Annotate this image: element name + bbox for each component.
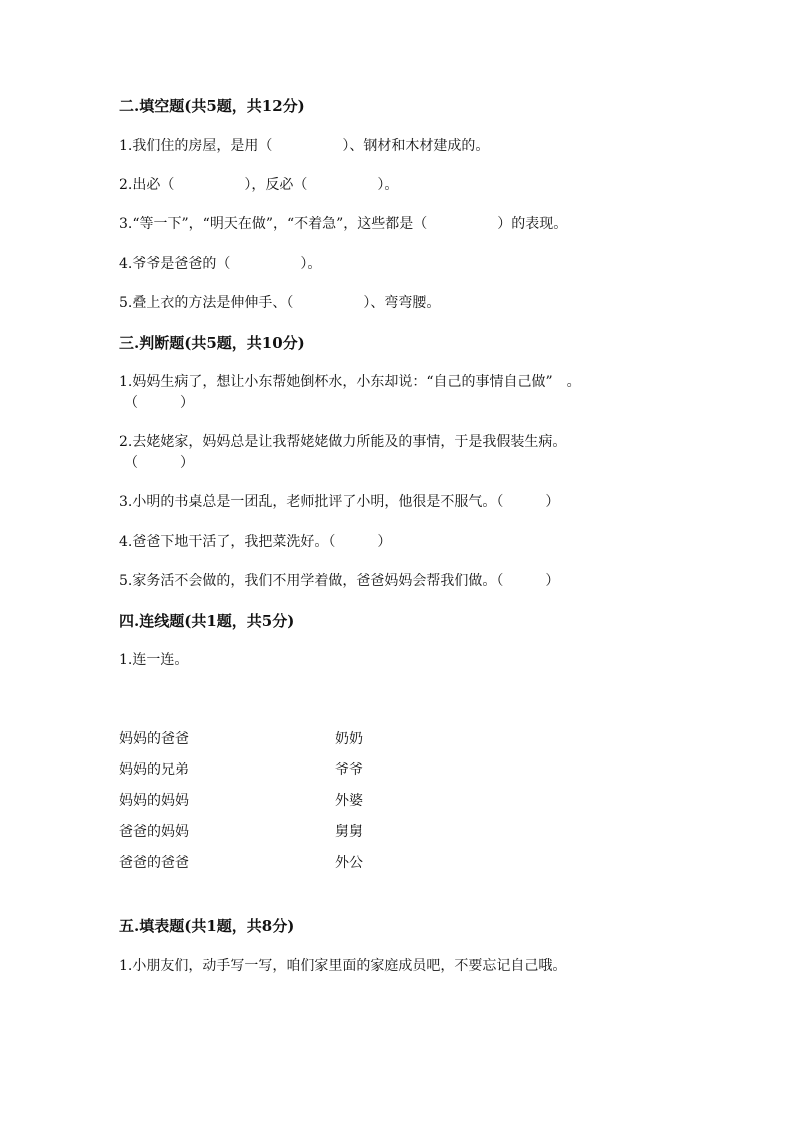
- matching-left-item: 妈妈的妈妈: [119, 793, 189, 809]
- true-false-answer-blank-2: （ ）: [124, 455, 194, 471]
- matching-left-item: 妈妈的爸爸: [119, 731, 189, 747]
- matching-right-item: 爷爷: [335, 762, 363, 778]
- section-heading-table-fill: 五.填表题(共1题，共8分): [119, 917, 295, 935]
- fill-in-question-1: 1.我们住的房屋，是用（ ）、钢材和木材建成的。: [119, 138, 490, 154]
- section-heading-fill-in: 二.填空题(共5题，共12分): [119, 97, 305, 115]
- section-heading-matching: 四.连线题(共1题，共5分): [119, 612, 295, 630]
- matching-question-1: 1.连一连。: [119, 652, 189, 668]
- fill-in-question-2: 2.出必（ ），反必（ ）。: [119, 177, 399, 193]
- matching-left-item: 爸爸的妈妈: [119, 824, 189, 840]
- matching-right-item: 舅舅: [335, 824, 363, 840]
- matching-right-item: 外公: [335, 855, 363, 871]
- true-false-question-1: 1.妈妈生病了，想让小东帮她倒杯水，小东却说：“自己的事情自己做” 。: [119, 374, 581, 390]
- fill-in-question-4: 4.爷爷是爸爸的（ ）。: [119, 256, 322, 272]
- section-heading-true-false: 三.判断题(共5题，共10分): [119, 334, 305, 352]
- matching-right-item: 奶奶: [335, 731, 363, 747]
- true-false-question-3: 3.小明的书桌总是一团乱，老师批评了小明，他很是不服气。（ ）: [119, 494, 560, 510]
- matching-left-item: 妈妈的兄弟: [119, 762, 189, 778]
- table-fill-question-1: 1.小朋友们，动手写一写，咱们家里面的家庭成员吧，不要忘记自己哦。: [119, 958, 567, 974]
- fill-in-question-3: 3.“等一下”，“明天在做”，“不着急”，这些都是（ ）的表现。: [119, 216, 568, 232]
- matching-left-item: 爸爸的爸爸: [119, 855, 189, 871]
- true-false-question-5: 5.家务活不会做的，我们不用学着做，爸爸妈妈会帮我们做。（ ）: [119, 573, 560, 589]
- true-false-question-4: 4.爸爸下地干活了，我把菜洗好。（ ）: [119, 534, 392, 550]
- true-false-question-2: 2.去姥姥家，妈妈总是让我帮姥姥做力所能及的事情，于是我假装生病。: [119, 434, 567, 450]
- fill-in-question-5: 5.叠上衣的方法是伸伸手、（ ）、弯弯腰。: [119, 295, 441, 311]
- matching-right-item: 外婆: [335, 793, 363, 809]
- true-false-answer-blank-1: （ ）: [124, 395, 194, 411]
